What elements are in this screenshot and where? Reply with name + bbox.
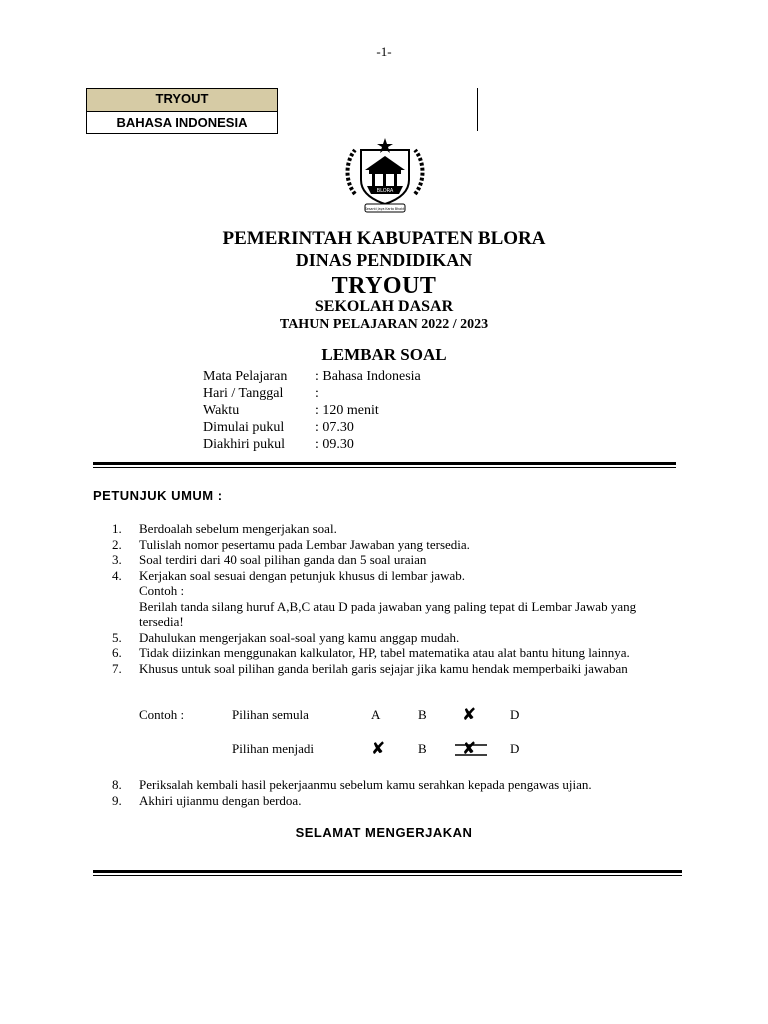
example-original-label: Pilihan semula — [232, 707, 309, 722]
list-item: 3. Soal terdiri dari 40 soal pilihan ganda dan 5 soal uraian — [112, 552, 427, 567]
info-value: : 09.30 — [315, 437, 354, 452]
closing-message: SELAMAT MENGERJAKAN — [295, 825, 473, 840]
info-value: : 07.30 — [315, 420, 354, 435]
cross-mark-icon: ✘ — [462, 739, 477, 759]
info-value: : 120 menit — [315, 403, 379, 418]
example-contoh-label: Contoh : — [139, 707, 185, 722]
info-value: : — [315, 386, 319, 401]
list-item: 8. Periksalah kembali hasil pekerjaanmu sebelum kamu serahkan kepada pengawas ujian. — [112, 777, 592, 792]
list-item: 4. Kerjakan soal sesuai dengan petunjuk khusus di lembar jawab. — [112, 567, 465, 583]
divider-thick — [93, 870, 682, 873]
title-government: PEMERINTAH KABUPATEN BLORA — [222, 228, 546, 249]
list-item: 5. Dahulukan mengerjakan soal-soal yang kamu anggap mudah. — [112, 629, 460, 645]
divider-thin — [93, 875, 682, 876]
list-item: 6. Tidak diizinkan menggunakan kalkulator, HP, tabel matematika atau alat bantu hitung lainnya. — [112, 645, 630, 660]
vertical-divider — [477, 88, 478, 131]
emblem-motto: Sesanti Jaya Karta Bhakti — [364, 207, 406, 211]
instructions-list-continued — [112, 777, 672, 808]
title-department: DINAS PENDIDIKAN — [295, 250, 473, 270]
divider-thick — [93, 462, 676, 465]
label-tryout: TRYOUT — [87, 89, 277, 112]
info-row — [203, 402, 421, 419]
page-number: -1- — [376, 44, 392, 59]
list-item: 1. Berdoalah sebelum mengerjakan soal. — [112, 521, 337, 536]
info-label: Dimulai pukul — [203, 420, 285, 435]
info-label: Mata Pelajaran — [203, 369, 288, 384]
list-item: Berilah tanda silang huruf A,B,C atau D pada jawaban yang paling tepat di Lembar Jawab yang tersedia! — [139, 598, 637, 629]
list-item: 7. Khusus untuk soal pilihan ganda berilah garis sejajar jika kamu hendak memperbaiki jawaban — [112, 660, 628, 676]
example-option-d: D — [510, 707, 520, 722]
example-option-a: A — [371, 707, 381, 722]
list-item: 9. Akhiri ujianmu dengan berdoa. — [112, 792, 302, 808]
info-label: Hari / Tanggal — [203, 386, 284, 401]
title-academic-year: TAHUN PELAJARAN 2022 / 2023 — [279, 317, 489, 332]
example-option-b: B — [418, 741, 427, 756]
title-school-level: SEKOLAH DASAR — [314, 298, 454, 315]
info-row — [203, 385, 421, 402]
blora-regency-emblem-icon — [341, 134, 429, 216]
correction-lines-icon — [455, 739, 487, 759]
info-row — [203, 368, 421, 385]
divider-thin — [93, 467, 676, 468]
list-item: Contoh : — [139, 583, 185, 598]
subject-label-box — [86, 88, 278, 134]
exam-info — [203, 368, 421, 453]
emblem-text: BLORA — [376, 188, 394, 194]
info-row — [203, 436, 421, 453]
example-option-b: B — [418, 707, 427, 722]
title-question-sheet: LEMBAR SOAL — [321, 345, 447, 364]
list-item: 2. Tulislah nomor pesertamu pada Lembar Jawaban yang tersedia. — [112, 536, 470, 552]
info-label: Diakhiri pukul — [203, 437, 286, 452]
cross-mark-icon: ✘ — [371, 739, 386, 759]
info-row — [203, 419, 421, 436]
info-label: Waktu — [203, 403, 240, 418]
example-changed-label: Pilihan menjadi — [232, 741, 314, 756]
example-option-d: D — [510, 741, 520, 756]
answer-correction-example — [139, 707, 559, 759]
cross-mark-icon: ✘ — [462, 705, 477, 725]
instructions-list — [112, 521, 672, 676]
label-subject: BAHASA INDONESIA — [87, 112, 277, 133]
title-tryout: TRYOUT — [331, 273, 437, 299]
info-value: : Bahasa Indonesia — [315, 369, 421, 384]
instructions-heading: PETUNJUK UMUM : — [93, 488, 223, 503]
